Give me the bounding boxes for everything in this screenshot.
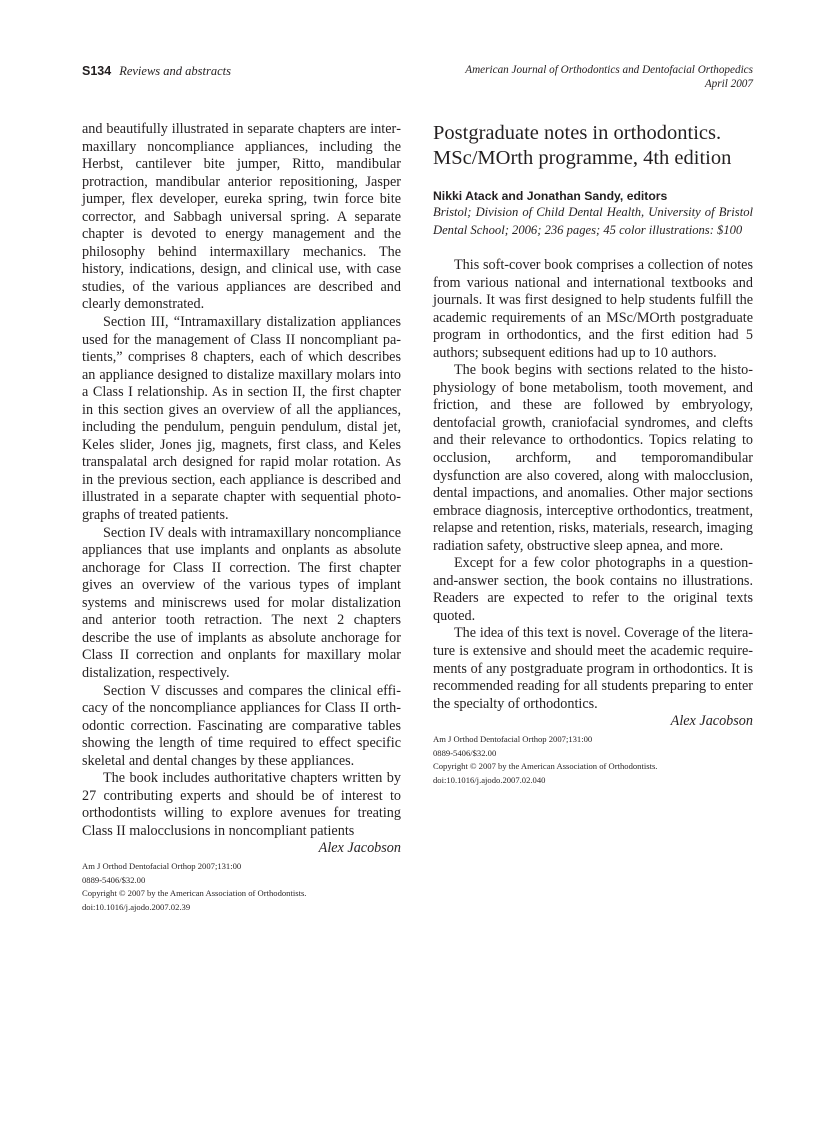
review-paragraph: The book begins with sections related to the histophysiology of bone metabolism, tooth movement, and friction, and these are followed by embryology, dentofacial growth, craniofacial syndromes, and clefts and their relevance to orthodontics. Topics relating to occlusion, archform, and temporomandibular dysfunction are also covered, along with malocclusion, dental impactions, and anomalies. Other major sections embrace diagnosis, interceptive orthodontics, treatment, relapse and retention, risks, materials, research, imaging radiation safety, obstructive sleep apnea, and more. [433, 362, 753, 554]
section-name: Reviews and abstracts [119, 64, 231, 78]
right-column-review [433, 121, 753, 787]
reviewer-signature: Alex Jacobson [318, 840, 401, 857]
review-paragraph: Section V discusses and compares the clinical efficacy of the noncompliance appliances for Class II orthodontic correction. Fascinating are comparative tables showing the length of time required to effect specific skeletal and dental changes by these appliances. [82, 682, 401, 769]
book-title [433, 121, 753, 171]
review-paragraph: Except for a few color photographs in a question-and-answer section, the book contains no illustrations. Readers are expected to refer to the original texts quoted. [433, 555, 753, 624]
book-title-line-1: Postgraduate notes in orthodontics. [433, 122, 722, 144]
citation-block [433, 733, 753, 787]
copyright-notice: Copyright © 2007 by the American Association of Orthodontists. [82, 888, 307, 899]
issue-date: April 2007 [704, 78, 753, 90]
review-paragraph: The idea of this text is novel. Coverage of the literature is extensive and should meet the academic requirements of any postgraduate program in orthodontics. It is recommended reading for all students preparing to enter the specialty of orthodontics. [433, 625, 753, 712]
review-body [433, 257, 753, 713]
review-paragraph: This soft-cover book comprises a collection of notes from various national and international textbooks and journals. It was first designed to help students fulfill the academic requirements of an MSc/​MOrth postgraduate program in orthodontics, and the first edition had 5 authors; subsequent editions had up to 10 authors. [433, 257, 753, 361]
book-title-line-2: MSc/MOrth programme, 4th edition [433, 147, 732, 169]
page-number: S134 [82, 64, 112, 78]
book-editors: Nikki Atack and Jonathan Sandy, editors [433, 189, 668, 203]
journal-name: American Journal of Orthodontics and Dentofacial Orthopedics [465, 64, 753, 76]
running-head-left [82, 62, 231, 80]
journal-reference: Am J Orthod Dentofacial Orthop 2007;131:00 [433, 734, 593, 745]
running-head [82, 62, 753, 94]
review-paragraph: Section IV deals with intramaxillary noncompliance appliances that use implants and onplants as absolute anchorage for Class II correction. The first chapter gives an overview of the various types of implant systems and miniscrews used for molar distalization and anterior tooth retraction. The next 2 chapters describe the use of implants as absolute anchorage for Class II correction and onplants for maxillary molar distalization, respectively. [82, 524, 401, 681]
running-head-right [465, 63, 753, 91]
issn-price: 0889-5406/$32.00 [82, 874, 146, 885]
doi: doi:10.1016/j.ajodo.2007.02.040 [433, 774, 546, 785]
review-paragraph: The book includes authoritative chapters written by 27 contributing experts and should be of interest to orthodontists willing to explore avenues for treating Class II malocclusions in noncompliant patients [82, 770, 401, 839]
publication-info: Bristol; Division of Child Dental Health, University of Bristol Dental School; 2006; 236 pages; 45 color illustrations: $100 [433, 205, 753, 237]
review-paragraph: Section III, “Intramaxillary distalization appliances used for the management of Class II noncompliant patients,” comprises 8 chapters, each of which describes an appliance designed to distalize maxillary molars into a Class I relationship. As in section II, the first chapter in this section gives an overview of all the appliances, including the pendulum, penguin pendulum, distal jet, Keles slider, Jones jig, magnets, first class, and Keles transpalatal arch designed for rapid molar rotation. As in the previous section, each appliance is described and illustrated in a separate chapter with sequential photographs of treated patients. [82, 314, 401, 524]
journal-reference: Am J Orthod Dentofacial Orthop 2007;131:00 [82, 861, 242, 872]
issn-price: 0889-5406/$32.00 [433, 747, 497, 758]
citation-block [82, 860, 401, 914]
copyright-notice: Copyright © 2007 by the American Association of Orthodontists. [433, 761, 658, 772]
review-paragraph: and beautifully illustrated in separate chapters are intermaxillary noncompliance appliances, including the Herbst, cantilever bite jumper, Ritto, mandibular protraction, mandibular anterior repositioning, Jasper jumper, flex developer, eureka spring, twin force bite corrector, and Sabbagh universal spring. A separate chapter is devoted to energy management and the philosophy behind intermaxillary mechanics. The history, indications, design, and clinical use, with case studies, of the various appliances are described and clearly demonstrated. [82, 121, 401, 313]
doi: doi:10.1016/j.ajodo.2007.02.39 [82, 901, 191, 912]
left-column-review [82, 121, 401, 914]
reviewer-signature: Alex Jacobson [670, 713, 753, 730]
